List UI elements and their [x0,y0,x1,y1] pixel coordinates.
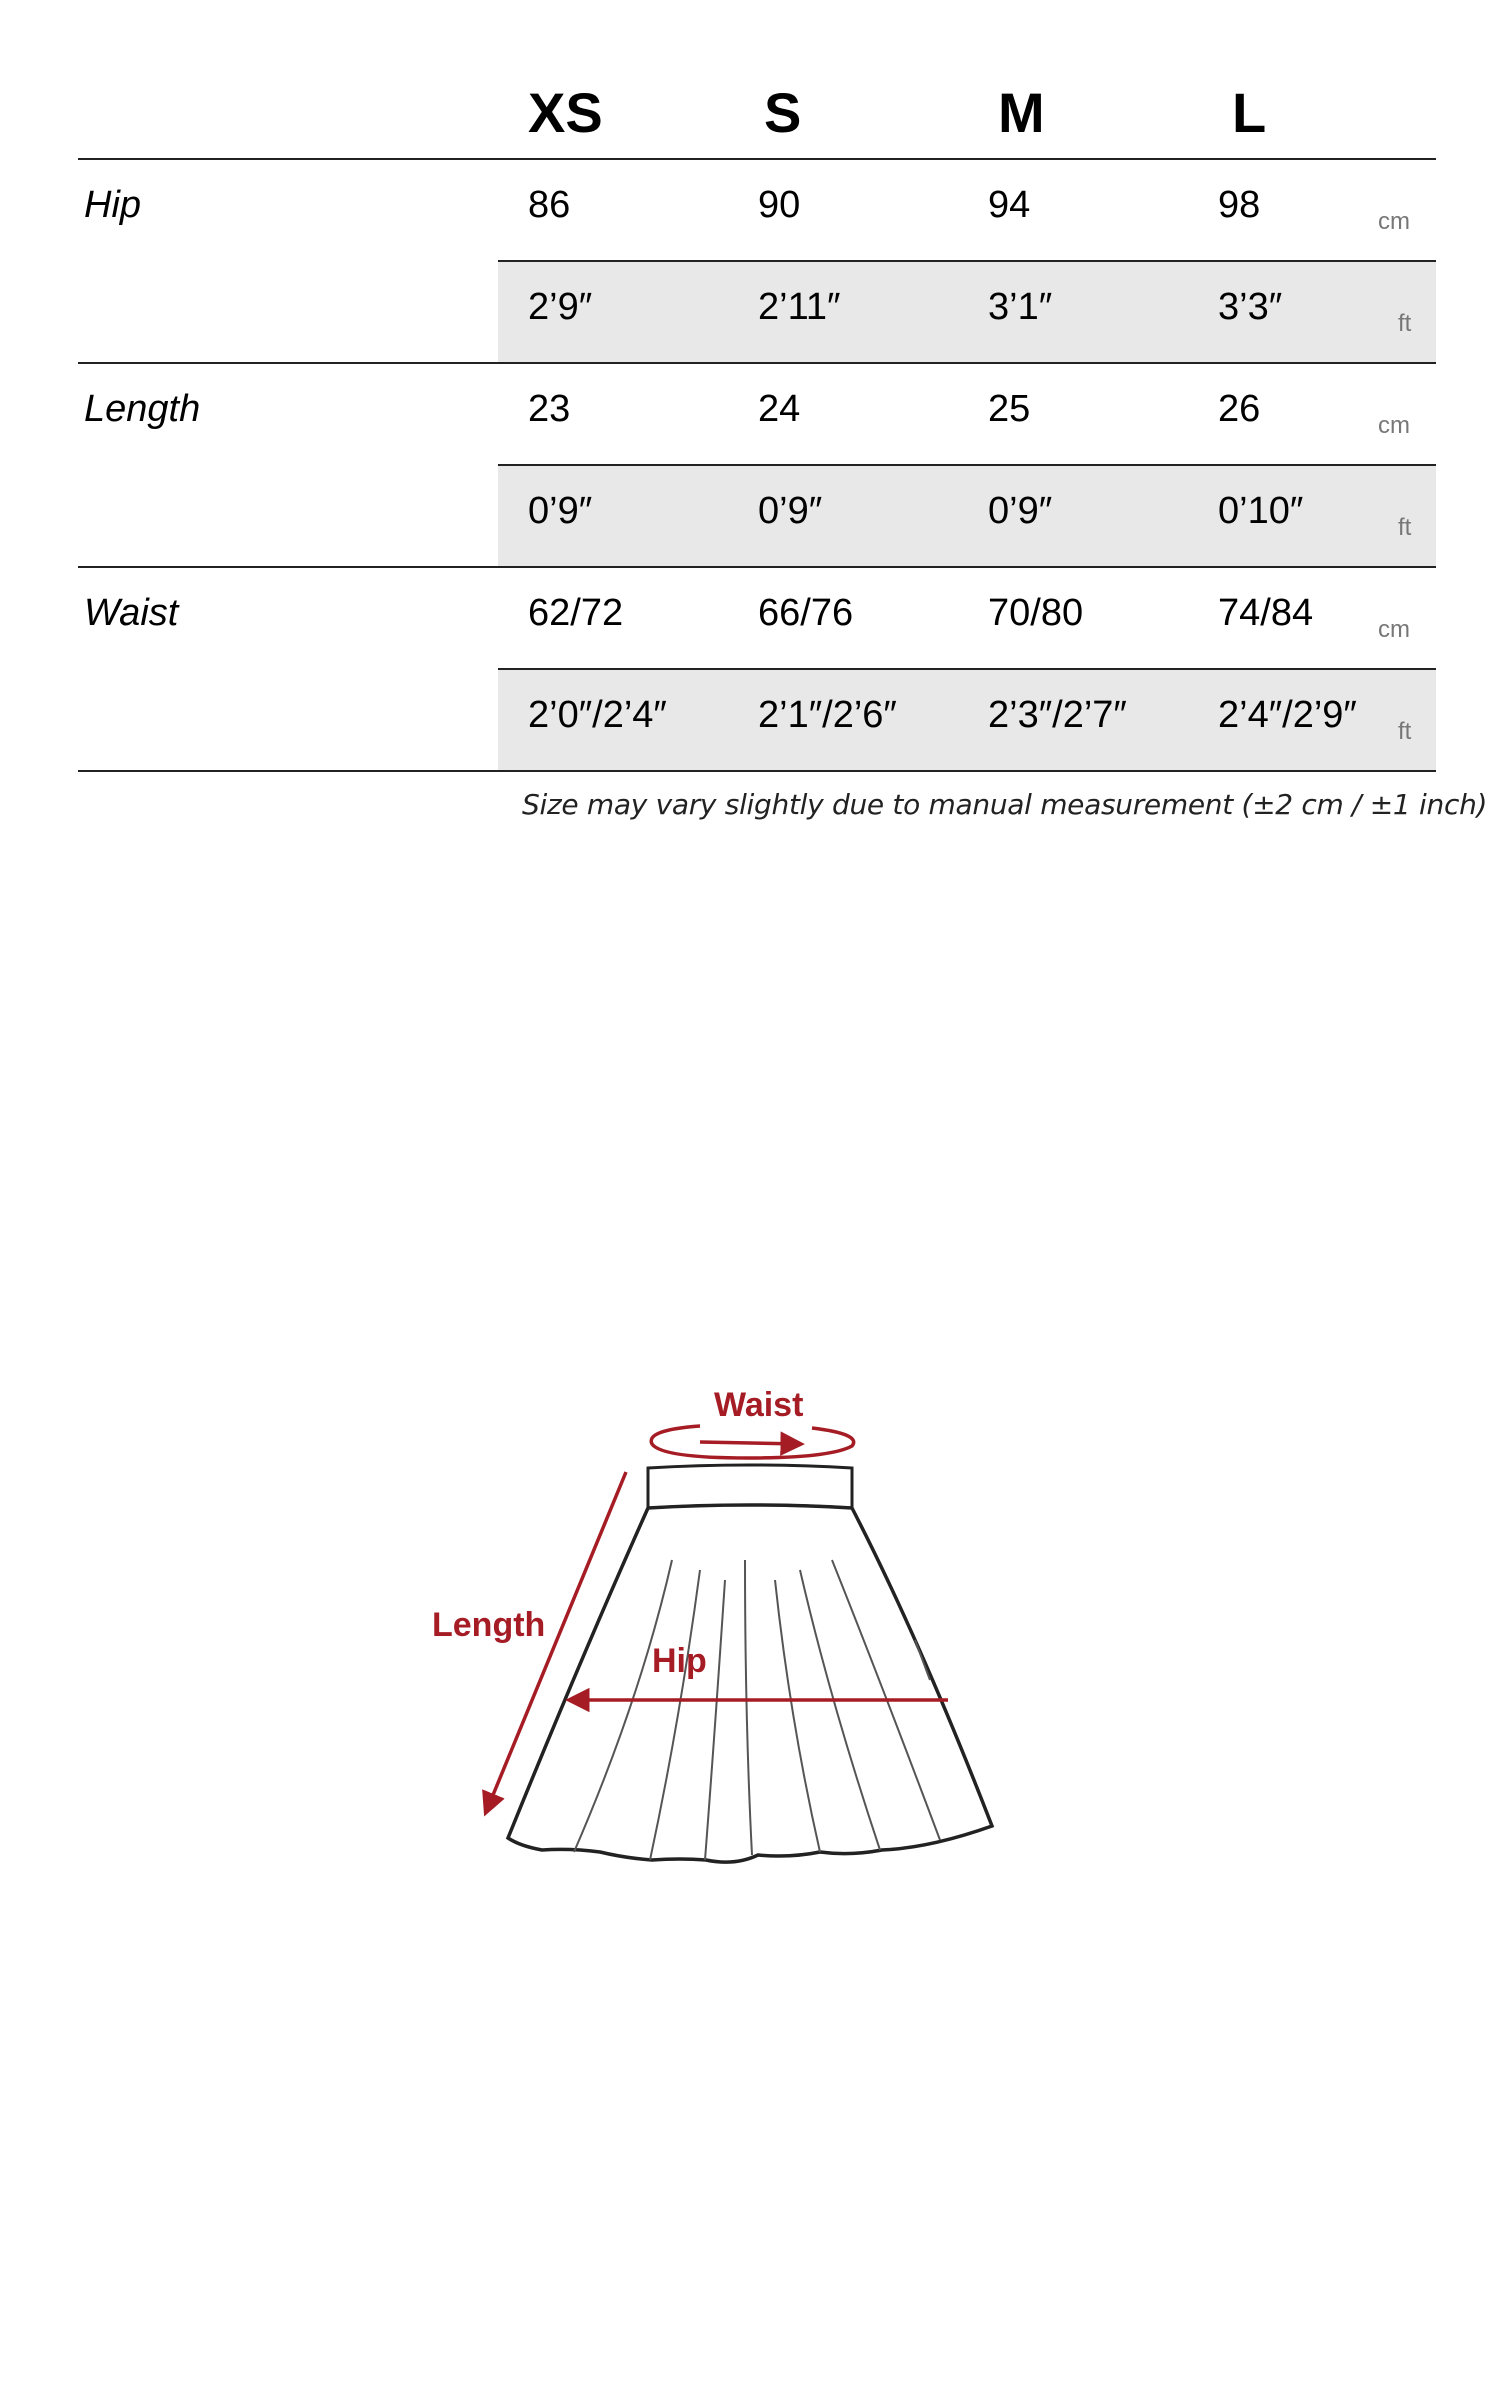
waist-ft-l: 2’4″/2’9″ [1218,694,1357,736]
row-label-waist: Waist [84,592,179,634]
waist-unit-cm: cm [1378,616,1410,643]
waist-sub-divider [498,668,1436,670]
waist-ft-xs: 2’0″/2’4″ [528,694,667,736]
length-cm-xs: 23 [528,388,571,430]
hip-cm-l: 98 [1218,184,1261,226]
length-divider [78,566,1436,568]
length-unit-ft: ft [1398,514,1412,541]
waist-cm-s: 66/76 [758,592,854,634]
hip-ft-m: 3’1″ [988,286,1053,328]
hip-ft-s: 2’11″ [758,286,841,328]
waist-unit-ft: ft [1398,718,1412,745]
length-cm-m: 25 [988,388,1031,430]
header-divider [78,158,1436,160]
length-unit-cm: cm [1378,412,1410,439]
row-label-hip: Hip [84,184,142,226]
length-sub-divider [498,464,1436,466]
waist-cm-l: 74/84 [1218,592,1314,634]
size-chart [0,0,1500,900]
hip-sub-divider [498,260,1436,262]
size-header-l: L [1232,81,1267,144]
length-ft-xs: 0’9″ [528,490,593,532]
measurement-note: Size may vary slightly due to manual measurement (±2 cm / ±1 inch) [522,788,1488,821]
waist-ft-s: 2’1″/2’6″ [758,694,897,736]
length-cm-l: 26 [1218,388,1261,430]
hip-cm-m: 94 [988,184,1031,226]
waist-cm-xs: 62/72 [528,592,624,634]
hip-ft-l: 3’3″ [1218,286,1283,328]
waistband [648,1465,852,1508]
waist-divider [78,770,1436,772]
length-ft-l: 0’10″ [1218,490,1304,532]
hip-ft-row-bg [498,262,1436,362]
hip-divider [78,362,1436,364]
length-ft-s: 0’9″ [758,490,823,532]
hip-unit-cm: cm [1378,208,1410,235]
length-label: Length [432,1606,546,1644]
length-ft-m: 0’9″ [988,490,1053,532]
waist-arrow [651,1426,853,1458]
waist-ft-m: 2’3″/2’7″ [988,694,1127,736]
hip-label: Hip [652,1642,707,1680]
waist-cm-m: 70/80 [988,592,1084,634]
row-label-length: Length [84,388,201,430]
size-header-xs: XS [528,81,603,144]
skirt-diagram [380,1330,1080,1910]
length-cm-s: 24 [758,388,801,430]
size-header-m: M [998,81,1045,144]
hip-cm-xs: 86 [528,184,571,226]
hip-unit-ft: ft [1398,310,1412,337]
size-header-s: S [764,81,802,144]
waist-label: Waist [714,1386,804,1424]
hip-cm-s: 90 [758,184,801,226]
hip-ft-xs: 2’9″ [528,286,593,328]
